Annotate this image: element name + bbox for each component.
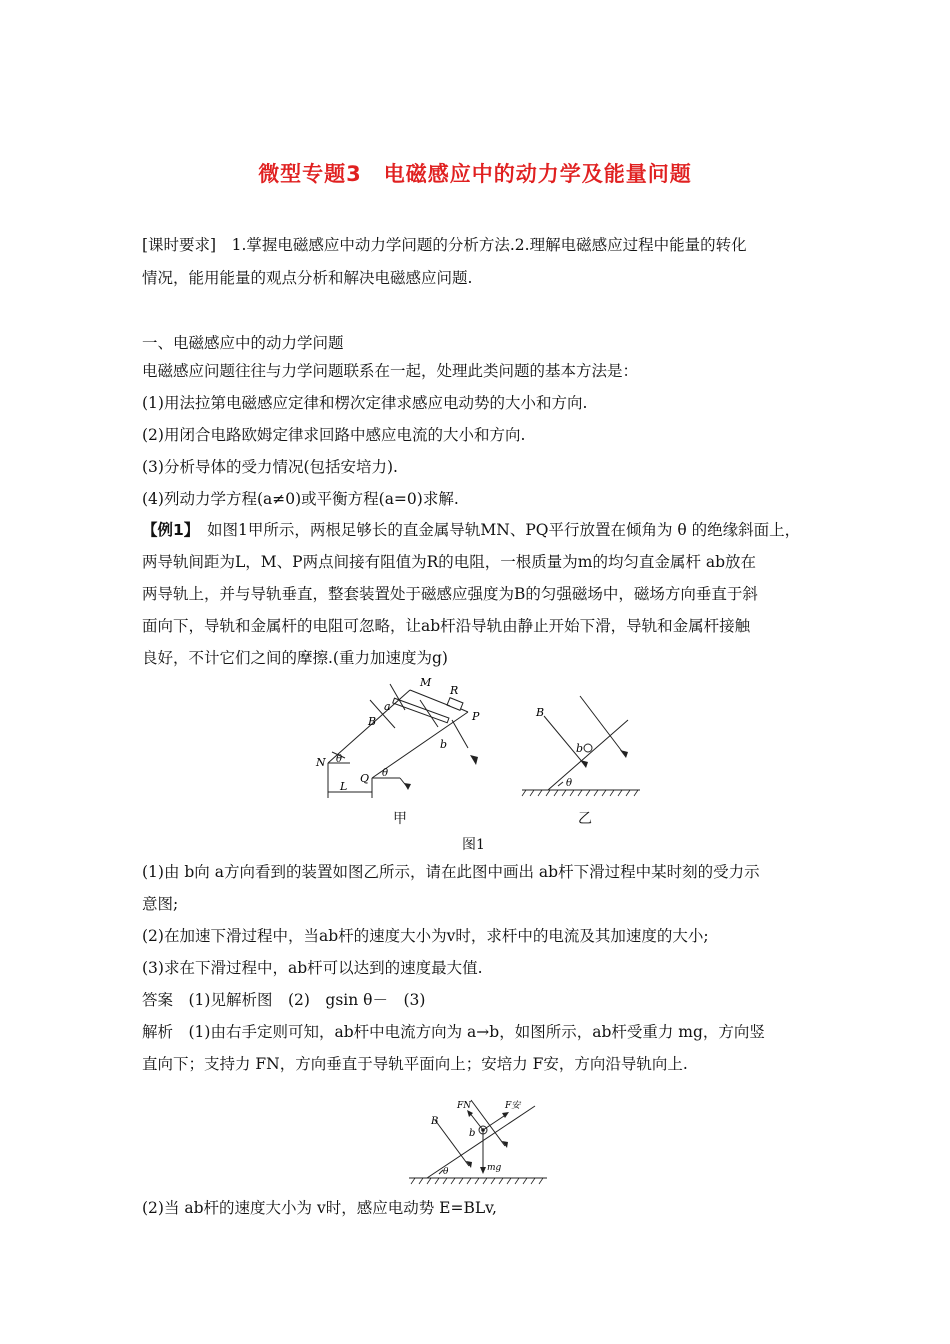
requirements-line-2: 情况，能用能量的观点分析和解决电磁感应问题. (142, 269, 473, 287)
figure-1-left-diagram (300, 670, 500, 815)
section-heading: 一、电磁感应中的动力学问题 (142, 334, 344, 352)
force-diagram (405, 1090, 555, 1190)
label-B-force: B (431, 1116, 439, 1127)
label-mg: mg (487, 1163, 502, 1173)
label-Q: Q (360, 772, 370, 785)
label-theta-right: θ (566, 778, 573, 789)
figure-1-right-diagram (518, 690, 648, 800)
step-3: (3)分析导体的受力情况(包括安培力). (142, 458, 398, 476)
figure-1-left-label: 甲 (393, 811, 407, 827)
label-M: M (420, 676, 432, 689)
question-2: (2)在加速下滑过程中，当ab杆的速度大小为v时，求杆中的电流及其加速度的大小; (142, 927, 709, 945)
step-1: (1)用法拉第电磁感应定律和楞次定律求感应电动势的大小和方向. (142, 394, 588, 412)
label-FN: FN (457, 1101, 472, 1111)
label-theta-1: θ (336, 754, 343, 765)
requirements-line-1: [课时要求] 1.掌握电磁感应中动力学问题的分析方法.2.理解电磁感应过程中能量的转化 (142, 236, 747, 254)
answer-line: 答案 (1)见解析图 (2) gsin θ－ (3) (142, 991, 426, 1009)
example-line-2: 两导轨间距为L，M、P两点间接有阻值为R的电阻，一根质量为m的均匀直金属杆 ab放在 (142, 553, 757, 571)
example-line-1 (142, 523, 800, 539)
figure-1-right-label: 乙 (578, 811, 592, 827)
example-text-1: 如图1甲所示，两根足够长的直金属导轨MN、PQ平行放置在倾角为 θ 的绝缘斜面上， (191, 521, 801, 539)
example-line-5: 良好，不计它们之间的摩擦.(重力加速度为g) (142, 649, 448, 667)
question-1-line-1: (1)由 b向 a方向看到的装置如图乙所示，请在此图中画出 ab杆下滑过程中某时刻的受力示 (142, 863, 760, 881)
question-1-line-2: 意图; (142, 895, 179, 913)
step-4: (4)列动力学方程(a≠0)或平衡方程(a=0)求解. (142, 490, 459, 508)
label-a: a (384, 700, 391, 713)
label-theta-force: θ (443, 1167, 449, 1177)
label-B-right: B (536, 706, 545, 719)
step-2: (2)用闭合电路欧姆定律求回路中感应电流的大小和方向. (142, 426, 526, 444)
page-title: 微型专题3 电磁感应中的动力学及能量问题 (258, 162, 692, 186)
analysis-line-2: 直向下；支持力 FN，方向垂直于导轨平面向上；安培力 F安，方向沿导轨向上. (142, 1055, 688, 1073)
label-B: B (368, 715, 377, 728)
label-b-force: b (469, 1128, 476, 1139)
label-b-right: b (576, 742, 584, 755)
figure-1-caption: 图1 (462, 837, 485, 853)
question-3: (3)求在下滑过程中，ab杆可以达到的速度最大值. (142, 959, 483, 977)
example-line-4: 面向下，导轨和金属杆的电阻可忽略，让ab杆沿导轨由静止开始下滑，导轨和金属杆接触 (142, 617, 751, 635)
example-line-3: 两导轨上，并与导轨垂直，整套装置处于磁感应强度为B的匀强磁场中，磁场方向垂直于斜 (142, 585, 758, 603)
example-tag: 【例1】 (142, 521, 192, 539)
section-intro: 电磁感应问题往往与力学问题联系在一起，处理此类问题的基本方法是： (142, 362, 639, 380)
label-R: R (450, 684, 459, 697)
label-P: P (472, 710, 480, 723)
label-N: N (316, 756, 326, 769)
final-line: (2)当 ab杆的速度大小为 v时，感应电动势 E=BLv, (142, 1199, 497, 1217)
label-theta-2: θ (382, 768, 389, 779)
label-F-an: F安 (505, 1101, 521, 1111)
label-b: b (440, 738, 448, 751)
label-L: L (340, 780, 348, 793)
analysis-line-1: 解析 (1)由右手定则可知，ab杆中电流方向为 a→b，如图所示，ab杆受重力 mg，方向竖 (142, 1023, 765, 1041)
